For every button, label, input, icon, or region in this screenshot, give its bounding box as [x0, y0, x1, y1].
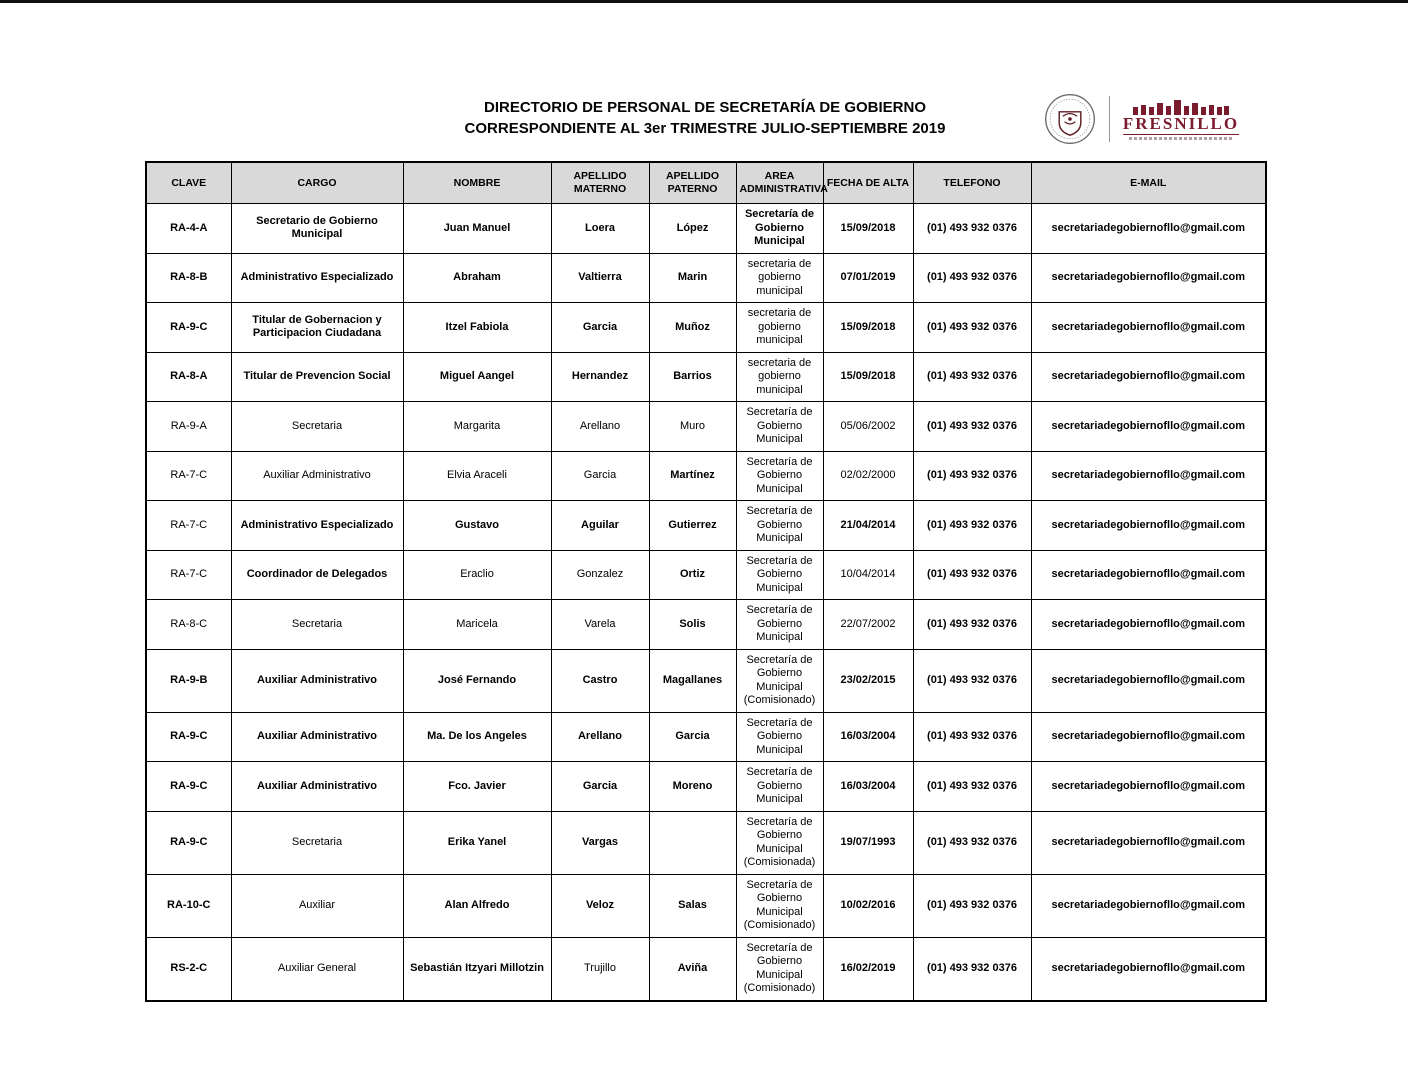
cell-apellido_paterno: Muñoz: [649, 303, 736, 353]
cell-cargo: Auxiliar Administrativo: [231, 649, 403, 712]
table-row: [146, 712, 1266, 762]
cell-apellido_materno: Varela: [551, 600, 649, 650]
cell-telefono: (01) 493 932 0376: [913, 253, 1031, 303]
cell-clave: RA-7-C: [146, 501, 231, 551]
cell-nombre: Juan Manuel: [403, 204, 551, 254]
cell-telefono: (01) 493 932 0376: [913, 501, 1031, 551]
cell-apellido_materno: Garcia: [551, 451, 649, 501]
cell-nombre: Ma. De los Angeles: [403, 712, 551, 762]
cell-apellido_paterno: Solis: [649, 600, 736, 650]
cell-email: secretariadegobiernofllo@gmail.com: [1031, 600, 1266, 650]
cell-clave: RA-8-B: [146, 253, 231, 303]
cell-apellido_paterno: López: [649, 204, 736, 254]
cell-email: secretariadegobiernofllo@gmail.com: [1031, 253, 1266, 303]
column-header-apellido_materno: APELLIDO MATERNO: [551, 162, 649, 204]
logo-divider: [1109, 96, 1110, 142]
cell-telefono: (01) 493 932 0376: [913, 204, 1031, 254]
cell-nombre: Miguel Aangel: [403, 352, 551, 402]
cell-fecha_alta: 19/07/1993: [823, 811, 913, 874]
table-row: [146, 600, 1266, 650]
table-row: [146, 501, 1266, 551]
cell-email: secretariadegobiernofllo@gmail.com: [1031, 937, 1266, 1001]
cell-area: Secretaría de Gobierno Municipal: [736, 712, 823, 762]
cell-fecha_alta: 16/03/2004: [823, 762, 913, 812]
cell-fecha_alta: 10/02/2016: [823, 874, 913, 937]
cell-apellido_paterno: Aviña: [649, 937, 736, 1001]
cell-cargo: Titular de Prevencion Social: [231, 352, 403, 402]
cell-email: secretariadegobiernofllo@gmail.com: [1031, 874, 1266, 937]
cell-area: Secretaría de Gobierno Municipal: [736, 402, 823, 452]
fresnillo-logo: [1122, 99, 1240, 140]
cell-apellido_paterno: Marin: [649, 253, 736, 303]
cell-nombre: Erika Yanel: [403, 811, 551, 874]
cell-area: secretaria de gobierno municipal: [736, 352, 823, 402]
cell-clave: RA-4-A: [146, 204, 231, 254]
cell-telefono: (01) 493 932 0376: [913, 649, 1031, 712]
cell-area: Secretaría de Gobierno Municipal (Comisionado): [736, 937, 823, 1001]
cell-fecha_alta: 05/06/2002: [823, 402, 913, 452]
cell-apellido_paterno: Magallanes: [649, 649, 736, 712]
cell-telefono: (01) 493 932 0376: [913, 712, 1031, 762]
column-header-area: AREA ADMINISTRATIVA: [736, 162, 823, 204]
cell-cargo: Auxiliar Administrativo: [231, 451, 403, 501]
table-row: [146, 550, 1266, 600]
cell-area: Secretaría de Gobierno Municipal: [736, 501, 823, 551]
cell-cargo: Titular de Gobernacion y Participacion Ciudadana: [231, 303, 403, 353]
table-row: [146, 253, 1266, 303]
cell-cargo: Auxiliar: [231, 874, 403, 937]
cell-email: secretariadegobiernofllo@gmail.com: [1031, 501, 1266, 551]
page-subtitle: CORRESPONDIENTE AL 3er TRIMESTRE JULIO-SEPTIEMBRE 2019: [464, 120, 946, 137]
cell-nombre: José Fernando: [403, 649, 551, 712]
cell-clave: RA-9-C: [146, 712, 231, 762]
cell-clave: RA-7-C: [146, 550, 231, 600]
cell-email: secretariadegobiernofllo@gmail.com: [1031, 352, 1266, 402]
table-row: [146, 811, 1266, 874]
table-row: [146, 204, 1266, 254]
cell-fecha_alta: 07/01/2019: [823, 253, 913, 303]
column-header-cargo: CARGO: [231, 162, 403, 204]
table-row: [146, 762, 1266, 812]
cell-clave: RA-9-C: [146, 762, 231, 812]
cell-nombre: Sebastián Itzyari Millotzin: [403, 937, 551, 1001]
cell-email: secretariadegobiernofllo@gmail.com: [1031, 303, 1266, 353]
cell-apellido_materno: Trujillo: [551, 937, 649, 1001]
cell-cargo: Coordinador de Delegados: [231, 550, 403, 600]
cell-nombre: Eraclio: [403, 550, 551, 600]
cell-email: secretariadegobiernofllo@gmail.com: [1031, 204, 1266, 254]
cell-fecha_alta: 15/09/2018: [823, 204, 913, 254]
cell-telefono: (01) 493 932 0376: [913, 762, 1031, 812]
cell-apellido_materno: Vargas: [551, 811, 649, 874]
cell-telefono: (01) 493 932 0376: [913, 352, 1031, 402]
cell-clave: RA-9-C: [146, 303, 231, 353]
table-row: [146, 451, 1266, 501]
cell-apellido_materno: Castro: [551, 649, 649, 712]
table-row: [146, 352, 1266, 402]
cell-telefono: (01) 493 932 0376: [913, 402, 1031, 452]
table-row: [146, 937, 1266, 1001]
table-header-row: [146, 162, 1266, 204]
cell-apellido_materno: Valtierra: [551, 253, 649, 303]
cell-email: secretariadegobiernofllo@gmail.com: [1031, 451, 1266, 501]
personnel-directory-table: [145, 161, 1267, 1002]
column-header-email: E-MAIL: [1031, 162, 1266, 204]
cell-apellido_paterno: Moreno: [649, 762, 736, 812]
cell-telefono: (01) 493 932 0376: [913, 874, 1031, 937]
cell-apellido_paterno: Ortiz: [649, 550, 736, 600]
municipal-seal-icon: [1043, 92, 1097, 146]
cell-cargo: Auxiliar General: [231, 937, 403, 1001]
table-row: [146, 303, 1266, 353]
cell-telefono: (01) 493 932 0376: [913, 303, 1031, 353]
cell-clave: RA-9-A: [146, 402, 231, 452]
cell-apellido_materno: Gonzalez: [551, 550, 649, 600]
cell-email: secretariadegobiernofllo@gmail.com: [1031, 762, 1266, 812]
cell-apellido_materno: Garcia: [551, 303, 649, 353]
cell-area: Secretaría de Gobierno Municipal (Comisionado): [736, 649, 823, 712]
cell-clave: RA-10-C: [146, 874, 231, 937]
cell-clave: RA-8-C: [146, 600, 231, 650]
table-row: [146, 874, 1266, 937]
cell-apellido_paterno: Gutierrez: [649, 501, 736, 551]
cell-fecha_alta: 02/02/2000: [823, 451, 913, 501]
cell-cargo: Secretaria: [231, 402, 403, 452]
cell-apellido_paterno: Martínez: [649, 451, 736, 501]
cell-fecha_alta: 10/04/2014: [823, 550, 913, 600]
cell-cargo: Administrativo Especializado: [231, 501, 403, 551]
cell-fecha_alta: 15/09/2018: [823, 352, 913, 402]
page-title: DIRECTORIO DE PERSONAL DE SECRETARÍA DE GOBIERNO: [484, 99, 926, 116]
cell-apellido_paterno: Barrios: [649, 352, 736, 402]
cell-nombre: Itzel Fabiola: [403, 303, 551, 353]
column-header-telefono: TELEFONO: [913, 162, 1031, 204]
cell-telefono: (01) 493 932 0376: [913, 451, 1031, 501]
cell-apellido_paterno: Salas: [649, 874, 736, 937]
cell-fecha_alta: 16/02/2019: [823, 937, 913, 1001]
cell-cargo: Administrativo Especializado: [231, 253, 403, 303]
cell-cargo: Secretaria: [231, 600, 403, 650]
cell-area: secretaria de gobierno municipal: [736, 303, 823, 353]
cell-apellido_materno: Arellano: [551, 402, 649, 452]
column-header-fecha_alta: FECHA DE ALTA: [823, 162, 913, 204]
cell-email: secretariadegobiernofllo@gmail.com: [1031, 550, 1266, 600]
fresnillo-tagline: [1129, 137, 1233, 140]
cell-apellido_materno: Aguilar: [551, 501, 649, 551]
cell-fecha_alta: 23/02/2015: [823, 649, 913, 712]
cell-area: Secretaría de Gobierno Municipal: [736, 762, 823, 812]
cell-area: secretaria de gobierno municipal: [736, 253, 823, 303]
cell-nombre: Maricela: [403, 600, 551, 650]
cell-telefono: (01) 493 932 0376: [913, 550, 1031, 600]
cell-cargo: Secretaria: [231, 811, 403, 874]
cell-cargo: Secretario de Gobierno Municipal: [231, 204, 403, 254]
cell-apellido_materno: Garcia: [551, 762, 649, 812]
cell-email: secretariadegobiernofllo@gmail.com: [1031, 712, 1266, 762]
cell-email: secretariadegobiernofllo@gmail.com: [1031, 402, 1266, 452]
cell-area: Secretaría de Gobierno Municipal: [736, 204, 823, 254]
cell-area: Secretaría de Gobierno Municipal (Comisionada): [736, 811, 823, 874]
cell-clave: RA-9-B: [146, 649, 231, 712]
cell-apellido_paterno: [649, 811, 736, 874]
cell-apellido_materno: Veloz: [551, 874, 649, 937]
cell-apellido_materno: Loera: [551, 204, 649, 254]
cell-clave: RA-7-C: [146, 451, 231, 501]
logo-group: [1043, 91, 1240, 147]
cell-apellido_paterno: Garcia: [649, 712, 736, 762]
cell-fecha_alta: 15/09/2018: [823, 303, 913, 353]
table-row: [146, 402, 1266, 452]
cell-fecha_alta: 22/07/2002: [823, 600, 913, 650]
cell-area: Secretaría de Gobierno Municipal: [736, 550, 823, 600]
table-row: [146, 649, 1266, 712]
cell-telefono: (01) 493 932 0376: [913, 811, 1031, 874]
cell-telefono: (01) 493 932 0376: [913, 937, 1031, 1001]
column-header-nombre: NOMBRE: [403, 162, 551, 204]
cell-apellido_materno: Hernandez: [551, 352, 649, 402]
cell-nombre: Alan Alfredo: [403, 874, 551, 937]
building-icon: [1131, 99, 1231, 115]
cell-email: secretariadegobiernofllo@gmail.com: [1031, 649, 1266, 712]
cell-email: secretariadegobiernofllo@gmail.com: [1031, 811, 1266, 874]
cell-area: Secretaría de Gobierno Municipal: [736, 451, 823, 501]
cell-fecha_alta: 21/04/2014: [823, 501, 913, 551]
column-header-clave: CLAVE: [146, 162, 231, 204]
cell-area: Secretaría de Gobierno Municipal (Comisionado): [736, 874, 823, 937]
cell-clave: RS-2-C: [146, 937, 231, 1001]
cell-clave: RA-9-C: [146, 811, 231, 874]
cell-nombre: Elvia Araceli: [403, 451, 551, 501]
cell-nombre: Margarita: [403, 402, 551, 452]
cell-telefono: (01) 493 932 0376: [913, 600, 1031, 650]
fresnillo-wordmark: FRESNILLO: [1122, 113, 1240, 133]
cell-clave: RA-8-A: [146, 352, 231, 402]
cell-nombre: Abraham: [403, 253, 551, 303]
cell-fecha_alta: 16/03/2004: [823, 712, 913, 762]
column-header-apellido_paterno: APELLIDO PATERNO: [649, 162, 736, 204]
cell-nombre: Fco. Javier: [403, 762, 551, 812]
cell-apellido_materno: Arellano: [551, 712, 649, 762]
cell-area: Secretaría de Gobierno Municipal: [736, 600, 823, 650]
cell-cargo: Auxiliar Administrativo: [231, 712, 403, 762]
cell-cargo: Auxiliar Administrativo: [231, 762, 403, 812]
cell-apellido_paterno: Muro: [649, 402, 736, 452]
cell-nombre: Gustavo: [403, 501, 551, 551]
document-header: [0, 3, 1408, 161]
